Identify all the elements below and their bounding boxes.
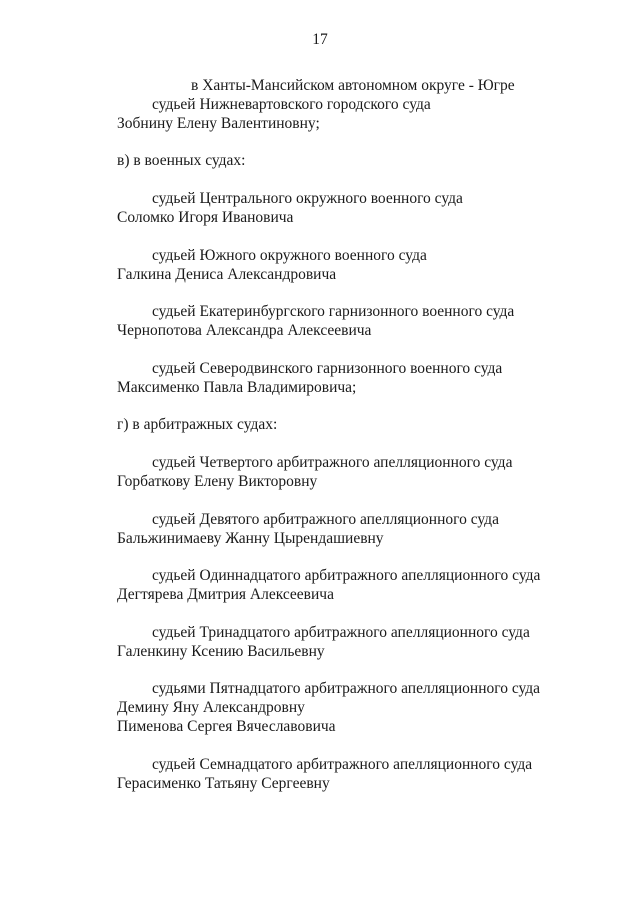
region-line: в Ханты-Мансийском автономном округе - Югре [191, 77, 515, 94]
judge-name: Соломко Игоря Ивановича [117, 209, 294, 226]
court-line: судьей Южного окружного военного суда [152, 247, 427, 264]
judge-name: Пименова Сергея Вячеславовича [117, 718, 336, 735]
judge-name: Дегтярева Дмитрия Алексеевича [117, 586, 334, 603]
court-line: судьями Пятнадцатого арбитражного апелляционного суда [152, 680, 541, 697]
judge-name: Галкина Дениса Александровича [117, 266, 337, 283]
section-heading-military: в) в военных судах: [117, 152, 246, 169]
judge-name: Максименко Павла Владимировича; [117, 379, 357, 396]
judge-name: Демину Яну Александровну [117, 699, 305, 716]
section-heading-arbitration: г) в арбитражных судах: [117, 416, 278, 433]
court-line: судьей Екатеринбургского гарнизонного военного суда [152, 303, 515, 320]
court-line: судьей Девятого арбитражного апелляционного суда [152, 511, 499, 528]
judge-name: Зобнину Елену Валентиновну; [117, 115, 320, 132]
judge-name: Галенкину Ксению Васильевну [117, 643, 325, 660]
court-line: судьей Одиннадцатого арбитражного апелляционного суда [152, 567, 541, 584]
court-line: судьей Северодвинского гарнизонного военного суда [152, 360, 503, 377]
judge-name: Бальжинимаеву Жанну Цырендашиевну [117, 530, 384, 547]
page-number: 17 [312, 31, 328, 48]
court-line: судьей Семнадцатого арбитражного апелляционного суда [152, 756, 533, 773]
court-line: судьей Центрального окружного военного суда [152, 190, 463, 207]
court-line: судьей Нижневартовского городского суда [152, 96, 431, 113]
judge-name: Чернопотова Александра Алексеевича [117, 322, 372, 339]
judge-name: Герасименко Татьяну Сергеевну [117, 775, 330, 792]
judge-name: Горбаткову Елену Викторовну [117, 473, 318, 490]
court-line: судьей Тринадцатого арбитражного апелляционного суда [152, 624, 530, 641]
court-line: судьей Четвертого арбитражного апелляционного суда [152, 454, 513, 471]
